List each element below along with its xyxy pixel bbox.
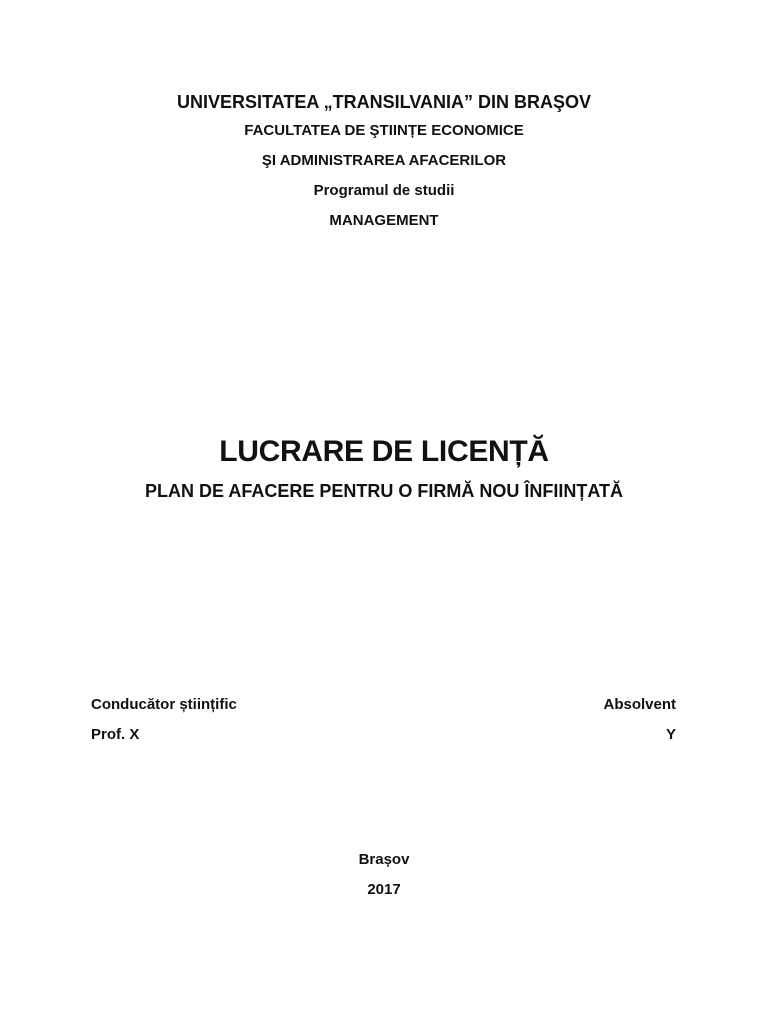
place-date-block [0,845,768,905]
graduate-block [603,690,676,750]
supervisor-name: Prof. X [91,726,140,743]
city: Brașov [358,851,410,868]
university-header [0,88,768,236]
program-label: Programul de studii [313,182,455,199]
faculty-name-line-2: ŞI ADMINISTRAREA AFACERILOR [261,152,507,169]
thesis-title: LUCRARE DE LICENȚĂ [219,435,549,468]
thesis-title-block [0,430,768,506]
supervisor-block [91,690,237,750]
program-name: MANAGEMENT [329,212,439,229]
thesis-subtitle: PLAN DE AFACERE PENTRU O FIRMĂ NOU ÎNFIINȚATĂ [145,481,623,501]
university-name: UNIVERSITATEA „TRANSILVANIA” DIN BRAŞOV [176,92,591,112]
authors-block [91,690,676,750]
graduate-label: Absolvent [603,696,676,713]
year: 2017 [367,881,401,898]
faculty-name-line-1: FACULTATEA DE ŞTIINȚE ECONOMICE [244,122,524,139]
graduate-name: Y [665,726,676,743]
supervisor-label: Conducător științific [91,696,237,713]
